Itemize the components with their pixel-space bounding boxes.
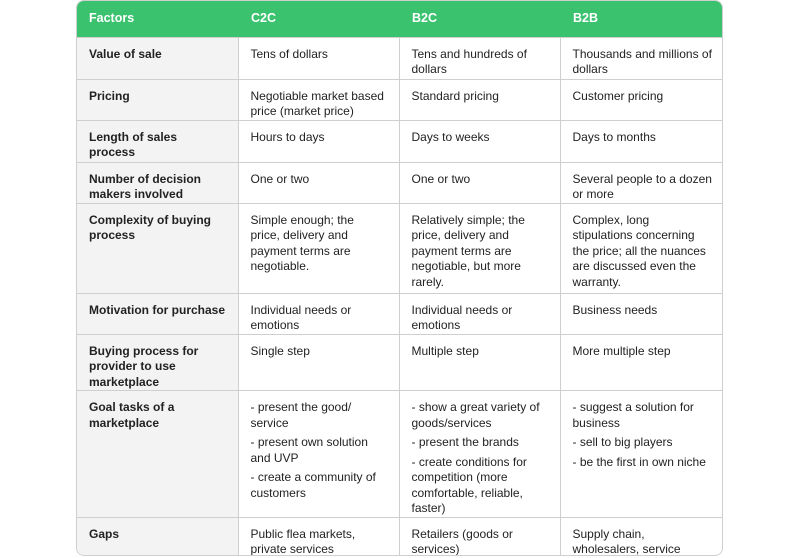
factor-cell: Length of sales process xyxy=(77,120,238,162)
list-item: - sell to big players xyxy=(572,435,673,449)
c2c-cell: Individual needs or emotions xyxy=(238,293,399,334)
table-row xyxy=(77,203,723,293)
table-row xyxy=(77,79,723,120)
factor-cell: Motivation for purchase xyxy=(77,293,238,334)
c2c-cell: Hours to days xyxy=(238,120,399,162)
b2c-cell: Days to weeks xyxy=(399,120,560,162)
factor-cell: Pricing xyxy=(77,79,238,120)
c2c-cell: Simple enough; the price, delivery and payment terms are negotiable. xyxy=(238,203,399,293)
list-item: - show a great variety of goods/services xyxy=(411,400,540,430)
b2c-cell: Standard pricing xyxy=(399,79,560,120)
b2b-cell: Customer pricing xyxy=(560,79,723,120)
b2c-cell: Retailers (goods or services) xyxy=(399,517,560,556)
table-header-row xyxy=(77,1,723,37)
header-b2c: B2C xyxy=(412,11,438,25)
b2b-cell: Several people to a dozen or more xyxy=(560,162,723,203)
factor-cell: Complexity of buying process xyxy=(77,203,238,293)
list-item: - suggest a solution for business xyxy=(572,400,694,430)
b2c-cell xyxy=(399,391,560,518)
b2b-cell: Business needs xyxy=(560,293,723,334)
table-row xyxy=(77,293,723,334)
header-factors: Factors xyxy=(89,11,135,25)
list-item: - present the brands xyxy=(411,435,519,449)
table-row xyxy=(77,517,723,556)
b2c-cell: One or two xyxy=(399,162,560,203)
comparison-table xyxy=(77,1,723,556)
table-row xyxy=(77,391,723,518)
c2c-cell: Negotiable market based price (market price) xyxy=(238,79,399,120)
factor-cell: Goal tasks of a marketplace xyxy=(77,391,238,518)
header-b2b: B2B xyxy=(573,11,599,25)
factor-cell: Value of sale xyxy=(77,37,238,79)
list-item: - present own solution and UVP xyxy=(250,435,368,465)
comparison-table-container xyxy=(76,0,723,556)
c2c-cell xyxy=(238,391,399,518)
factor-cell: Gaps xyxy=(77,517,238,556)
header-c2c: C2C xyxy=(251,11,277,25)
table-row xyxy=(77,162,723,203)
b2b-cell: Days to months xyxy=(560,120,723,162)
table-row xyxy=(77,120,723,162)
c2c-cell: Public flea markets, private services xyxy=(238,517,399,556)
b2c-cell: Multiple step xyxy=(399,334,560,391)
factor-cell: Number of decision makers involved xyxy=(77,162,238,203)
b2b-cell xyxy=(560,391,723,518)
c2c-cell: One or two xyxy=(238,162,399,203)
b2b-cell: More multiple step xyxy=(560,334,723,391)
list-item: - create a community of customers xyxy=(250,470,376,500)
b2b-cell: Complex, long stipulations concerning the price; all the nuances are discussed even the warranty. xyxy=(560,203,723,293)
table-row xyxy=(77,334,723,391)
list-item: - present the good/ service xyxy=(250,400,352,430)
c2c-cell: Tens of dollars xyxy=(238,37,399,79)
b2b-cell: Supply chain, wholesalers, service xyxy=(560,517,723,556)
b2c-cell: Relatively simple; the price, delivery and payment terms are negotiable, but more rarely. xyxy=(399,203,560,293)
list-item: - be the first in own niche xyxy=(572,454,706,469)
table-row xyxy=(77,37,723,79)
factor-cell: Buying process for provider to use marketplace xyxy=(77,334,238,391)
b2b-cell: Thousands and millions of dollars xyxy=(560,37,723,79)
list-item: - create conditions for competition (more comfortable, reliable, faster) xyxy=(411,454,527,515)
b2c-cell: Individual needs or emotions xyxy=(399,293,560,334)
b2c-cell: Tens and hundreds of dollars xyxy=(399,37,560,79)
c2c-cell: Single step xyxy=(238,334,399,391)
